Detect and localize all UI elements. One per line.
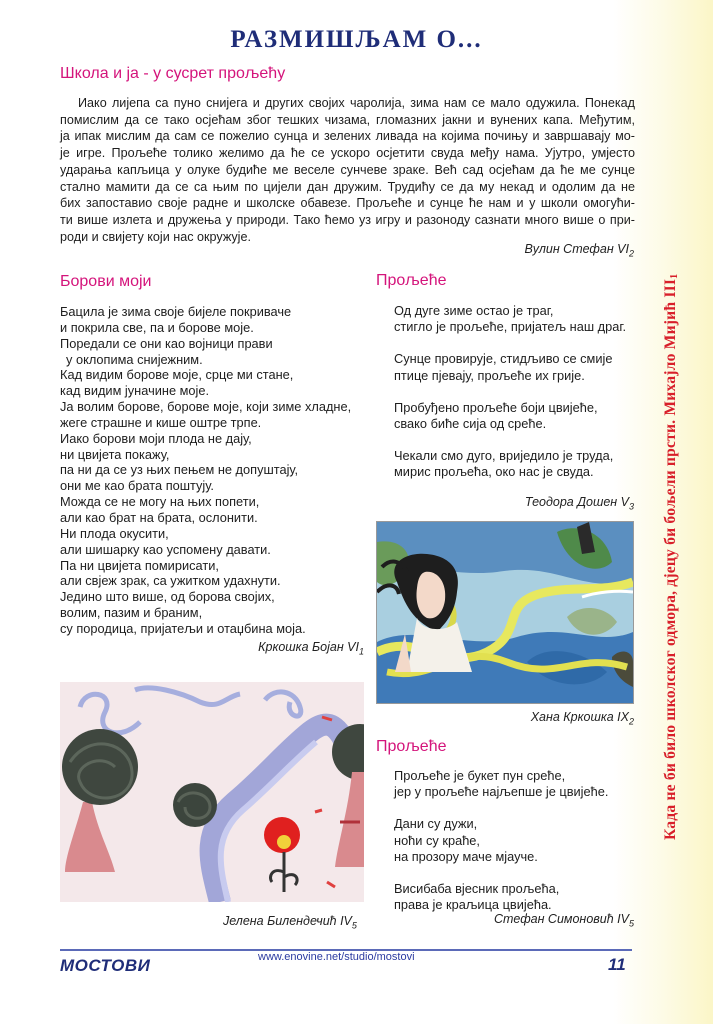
drawing-trees-caption-name: Јелена Билендечић IV [223, 914, 352, 928]
poem-line: Бацила је зима своје бијеле покриваче [60, 304, 292, 319]
poem-line: Кад видим борове моје, срце ми стане, [60, 367, 294, 383]
drawing-trees-caption-class: 5 [351, 920, 357, 931]
poem-proljece2-body [394, 768, 644, 929]
poem-line: свако биће сија од среће. [394, 416, 547, 432]
page-number: 11 [608, 955, 626, 974]
article-line: је игре. Прољеће толико желимо да ће се ускоро осјетити свуда међу нама. Ујутро, умјесто [60, 146, 635, 161]
poem-line: Чекали смо дуго, вриједило је труда, [394, 448, 614, 464]
poem-borovi-title: Борови моји [60, 273, 152, 290]
article-line: стално мамити да се са њим по цијели дан дружим. Трудићу се да му некад и одолим да не [60, 179, 635, 194]
poem-proljece2-author-name: Стефан Симоновић IV [493, 912, 629, 926]
poem-line: птице пјевају, прољеће их грије. [394, 367, 585, 383]
poem-borovi-author-class: 1 [358, 646, 364, 657]
poem-line: они ме као брата поштују. [60, 478, 214, 494]
poem-line: Ни плода окусити, [60, 525, 169, 541]
article-line: ти више излета и дружења у природи. Тако ћемо уз игру и разоноду сазнати много више о при- [60, 212, 635, 227]
poem-line: али као брат на брата, ослонити. [60, 509, 258, 525]
drawing-trees-wool-svg [60, 682, 364, 902]
article-heading: Школа и ја - у сусрет прољећу [60, 65, 286, 82]
page-title: РАЗМИШЉАМ О... [230, 26, 483, 53]
poem-stanza [394, 881, 644, 913]
poem-line: на прозору маче мјауче. [394, 848, 538, 864]
side-quote-class: 1 [669, 273, 681, 279]
poem-line: Сунце провирује, стидљиво се смије [394, 351, 613, 367]
poem-line: Пробуђено прољеће боји цвијеће, [394, 399, 598, 415]
drawing-girl-caption-class: 2 [628, 716, 634, 727]
poem-borovi-author [258, 640, 364, 657]
poem-stanza [394, 816, 644, 865]
article-author-class: 2 [628, 248, 634, 259]
poem-line: права је краљица цвијећа. [394, 897, 552, 913]
drawing-trees-caption [223, 914, 357, 931]
article-line: ја ипак мислим да сам се пожелио сунца и зелених ливада на којима почињу и завршавају мо- [60, 129, 635, 144]
poem-line: јер у прољеће најљепше је цвијеће. [394, 784, 609, 800]
article-line: ударања капљица у олуке будиће ме веселе сунчеве зраке. Већ сад осјећам да ће ме сунце [60, 162, 635, 177]
poem-line: Можда се не могу на њих попети, [60, 494, 260, 510]
poem-line: жеге страшне и кише оштре трпе. [60, 414, 262, 430]
poem-proljece2-author [494, 912, 634, 929]
poem-line: ни цвијета покажу, [60, 446, 170, 462]
poem-stanza [394, 768, 644, 800]
poem-line: Дани су дужи, [394, 816, 478, 832]
poem-stanza [394, 448, 644, 480]
poem-stanza [394, 303, 644, 335]
poem-proljece1-title: Прољеће [376, 272, 447, 289]
drawing-girl-wind [376, 521, 634, 704]
poem-line: али свјеж зрак, са ужитком удахнути. [60, 573, 281, 589]
poem-stanza [394, 400, 644, 432]
drawing-girl-wind-svg [377, 522, 633, 703]
poem-line: мирис прољећа, око нас је свуда. [394, 464, 594, 480]
poem-proljece2-title: Прољеће [376, 738, 447, 755]
magazine-logo: МОСТОВИ [60, 956, 151, 975]
side-quote-text: Када не би било школског одмора, дјецу би бољели прсти. Михајло Мијић III [662, 278, 679, 840]
poem-line: па ни да се уз њих пењем не допуштају, [60, 462, 299, 478]
drawing-girl-caption [531, 710, 634, 727]
poem-proljece1-author [525, 495, 634, 512]
poem-borovi-body [60, 304, 370, 637]
poem-line: волим, пазим и браним, [60, 605, 203, 621]
article-line: бих запоставио своје радне и школске обавезе. Прољеће и сунце ће нам и у школи омогући- [60, 196, 635, 211]
poem-line: Поредали се они као војници прави [60, 335, 273, 351]
poem-line: Од дуге зиме остао је траг, [394, 303, 554, 318]
poem-proljece1-author-name: Теодора Дошен V [524, 495, 629, 509]
poem-line: стигло је прољеће, пријатељ наш драг. [394, 319, 627, 335]
poem-line: кад видим јуначине моје. [60, 383, 210, 399]
poem-line: Па ни цвијета помирисати, [60, 557, 219, 573]
poem-line: у оклопима снијежним. [66, 351, 203, 367]
drawing-trees-wool [60, 682, 364, 902]
poem-proljece1-author-class: 3 [628, 501, 634, 512]
poem-line: ноћи су краће, [394, 832, 480, 848]
poem-stanza [394, 351, 644, 383]
poem-borovi-author-name: Кркошка Бојан VI [258, 640, 359, 654]
article-author-name: Вулин Стефан VI [524, 242, 629, 256]
poem-proljece1-body [394, 303, 644, 497]
drawing-girl-caption-name: Хана Кркошка IX [530, 710, 629, 724]
poem-line: Прољеће је букет пун среће, [394, 768, 566, 783]
poem-line: су породица, пријатељи и отаџбина моја. [60, 620, 306, 636]
poem-line: и покрила све, па и борове моје. [60, 319, 254, 335]
poem-line: Једино што више, од борова својих, [60, 589, 275, 605]
poem-line: Ја волим борове, борове моје, који зиме хладне, [60, 399, 352, 415]
poem-line: Висибаба вјесник прољећа, [394, 881, 560, 897]
footer-url[interactable]: www.enovine.net/studio/mostovi [258, 951, 415, 963]
article-line: роди и свијету који нас окружује. [60, 229, 251, 244]
article-line: помислим да се тако осјећам због тешких чизама, гломазних јакни и вунених капа. Међутим, [60, 112, 635, 127]
side-quote [662, 170, 692, 840]
article-body [60, 95, 635, 245]
article-line: Иако лијепа са пуно снијега и других својих чаролија, зима нам се мало одужила. Понекад [78, 96, 635, 110]
poem-line: Иако борови моји плода не дају, [60, 430, 252, 446]
poem-line: али шишарку као успомену давати. [60, 541, 271, 557]
article-author [525, 242, 634, 259]
poem-proljece2-author-class: 5 [628, 918, 634, 929]
